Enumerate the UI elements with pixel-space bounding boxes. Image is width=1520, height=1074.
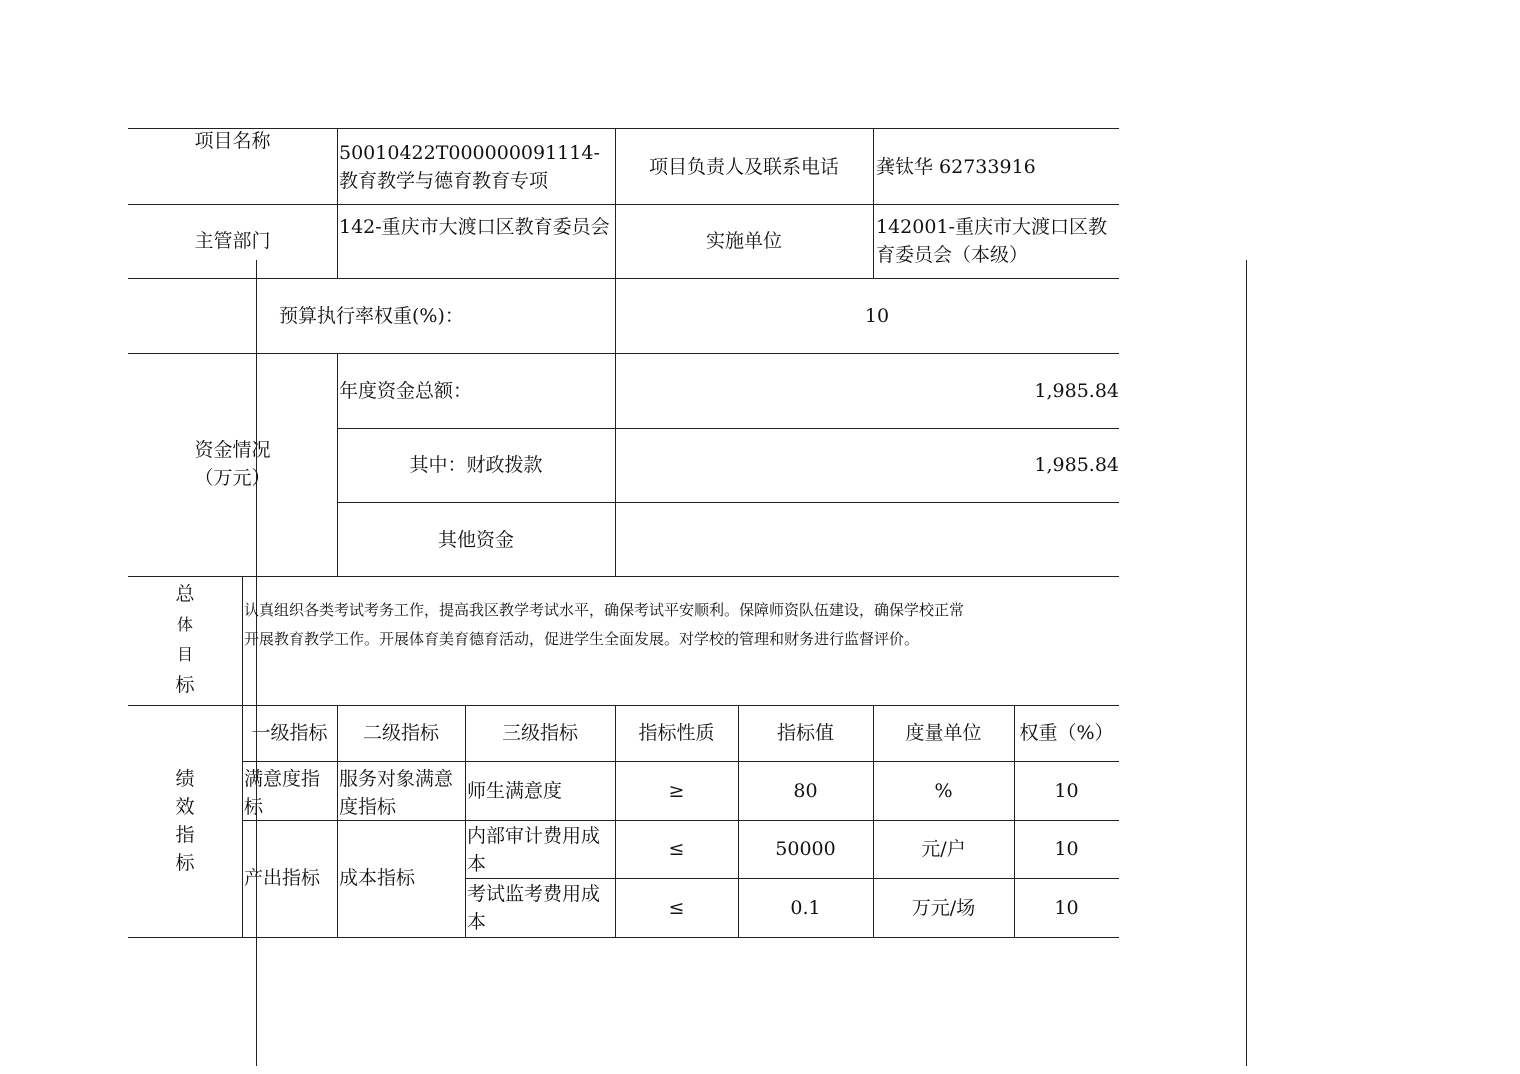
row3-unit: 万元/场 [911,897,976,919]
rule-bottom [128,937,1119,938]
header-value: 指标值 [776,722,834,744]
rule-v-615-top [615,128,616,577]
row2-level1: 产出指标 [244,867,321,889]
project-leader-value: 龚钛华 62733916 [876,156,1036,178]
dept-value: 142-重庆市大渡口区教育委员会 [339,216,610,238]
rule-row4 [128,353,1119,354]
row1-weight: 10 [1054,780,1079,802]
row2-unit: 元/户 [921,838,966,860]
row2-level2: 成本指标 [339,867,416,889]
header-weight: 权重（%） [1019,722,1114,744]
stray-line-right [1246,260,1247,1066]
dept-label: 主管部门 [194,230,271,252]
rule-row-b [465,878,1119,879]
row1-value: 80 [793,780,818,802]
indicators-label-char: 标 [175,852,195,874]
rule-v-337-top [337,128,338,278]
budget-weight-value: 10 [864,305,890,327]
row2-weight: 10 [1054,838,1079,860]
goal-label [128,580,242,701]
rule-row2 [128,204,1119,205]
row1-nature: ≥ [668,780,685,802]
row3-weight: 10 [1054,897,1079,919]
row1-level1: 满意度指标 [244,768,321,818]
row1-level3: 师生满意度 [467,780,563,802]
goal-label-char: 总 [175,583,195,605]
indicators-label-char: 指 [175,824,195,846]
row3-nature: ≤ [668,897,685,919]
indicators-label [128,765,242,877]
funds-fiscal-value: 1,985.84 [1034,454,1119,476]
stray-line-left [256,260,257,1066]
budget-weight-label: 预算执行率权重(%)： [279,305,464,327]
rule-goal-top [128,576,1119,577]
goal-label-char: 体 [176,615,193,634]
project-name-label: 项目名称 [194,130,271,152]
row2-nature: ≤ [668,838,685,860]
header-level2: 二级指标 [362,722,439,744]
rule-row3 [128,278,1119,279]
rule-v-242 [242,576,243,938]
funds-label-line1: 资金情况 [194,439,271,461]
funds-total-label: 年度资金总额： [339,380,473,402]
row1-level2: 服务对象满意度指标 [339,768,454,818]
indicators-label-char: 效 [175,796,195,818]
impl-value: 142001-重庆市大渡口区教育委员会（本级） [876,216,1107,266]
rule-funds-2 [337,502,1119,503]
impl-label: 实施单位 [705,230,782,252]
row3-value: 0.1 [790,897,821,919]
funds-fiscal-label: 其中：财政拨款 [409,454,543,476]
row1-unit: % [934,780,953,802]
indicators-label-char: 绩 [175,768,195,790]
funds-other-label: 其他资金 [437,529,514,551]
header-nature: 指标性质 [638,722,715,744]
funds-total-value: 1,985.84 [1034,380,1119,402]
funds-label-line2: （万元） [194,467,271,489]
goal-text: 认真组织各类考试考务工作，提高我区教学考试水平，确保考试平安顺利。保障师资队伍建设，确保学校正常开展教育教学工作。开展体育美育德育活动，促进学生全面发展。对学校的管理和财务进行监督评价。 [244,601,965,648]
goal-label-char: 标 [175,674,195,696]
goal-label-char: 目 [176,645,193,664]
row3-level3: 考试监考费用成本 [467,883,601,933]
header-level3: 三级指标 [501,722,578,744]
header-level1: 一级指标 [251,722,328,744]
project-name-value: 50010422T000000091114-教育教学与德育教育专项 [339,142,600,192]
rule-indicator-top [128,705,1119,706]
project-leader-label: 项目负责人及联系电话 [648,156,839,178]
header-unit: 度量单位 [905,722,982,744]
row2-level3: 内部审计费用成本 [467,825,601,875]
rule-v-873-top [873,128,874,278]
rule-funds-1 [337,428,1119,429]
rule-header-bottom [242,761,1119,762]
row2-value: 50000 [775,838,836,860]
